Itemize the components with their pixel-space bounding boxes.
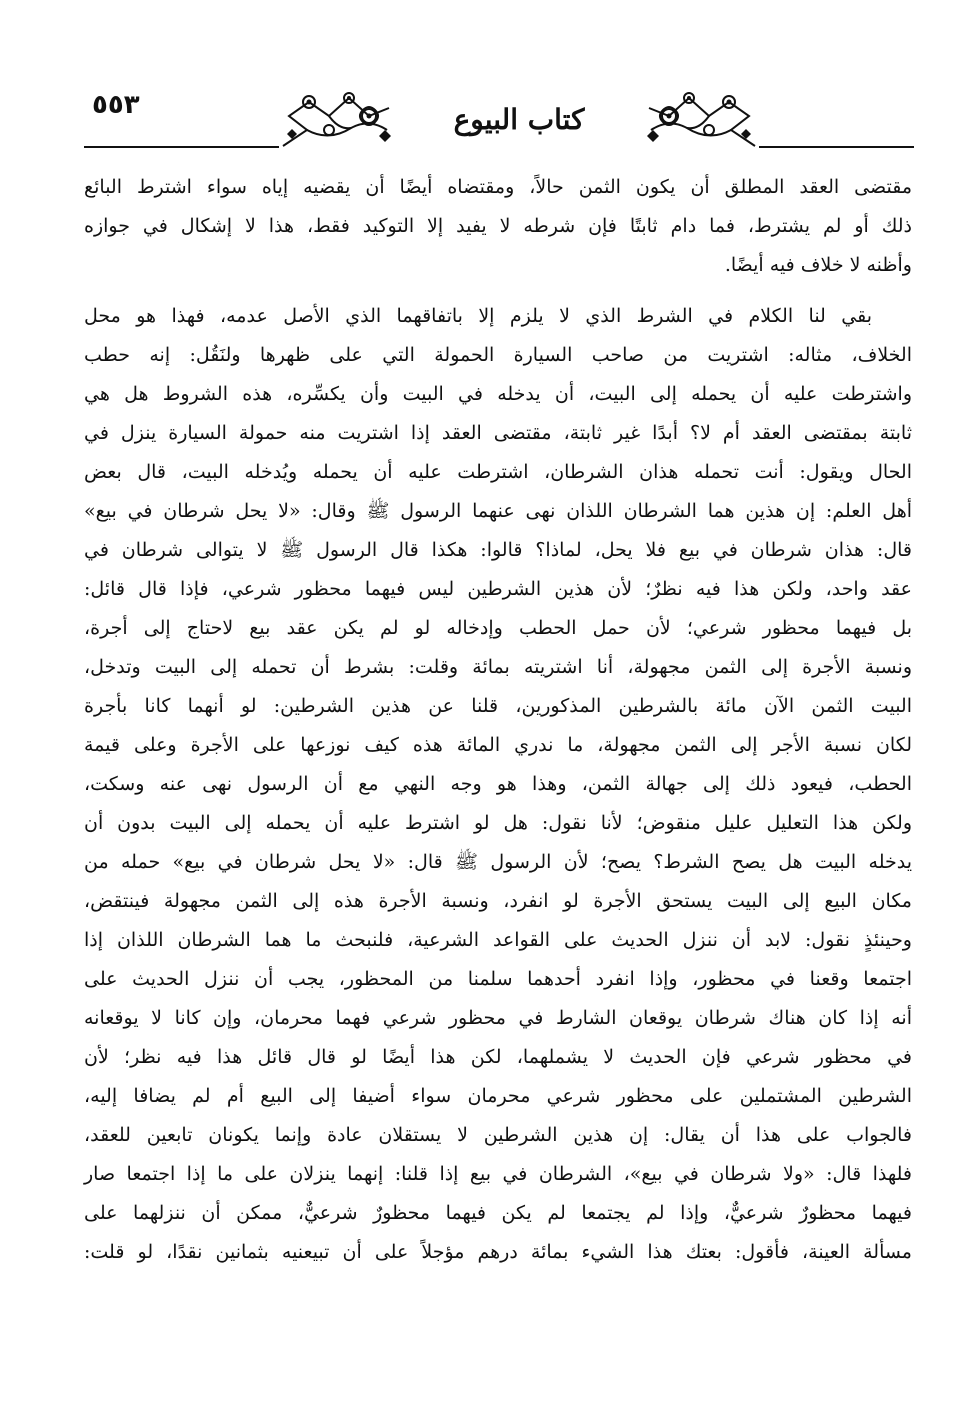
text-line: فلهذا قال: «ولا شرطان في بيع»، الشرطان في بيع إذا قلنا: إنهما ينزلان على ما إذا اجتمعا صار (84, 1163, 912, 1185)
text-line: في محظور شرعي فإن الحديث لا يشملهما، لكن هذا أيضًا لو قال قائل هذا فيه نظر؛ لأن (84, 1046, 912, 1068)
running-title: كتاب البيوع (453, 103, 585, 136)
text-line: يدخله البيت هل يصح الشرط؟ يصح؛ لأن الرسول ﷺ قال: «لا يحل شرطان في بيع» حمله من (84, 851, 912, 873)
page-header (84, 84, 914, 154)
text-line: وحينئذٍ نقول: لابد أن ننزل الحديث على القواعد الشرعية، فلنبحث ما هما الشرطان اللذان إذا (84, 929, 912, 951)
text-line: مسألة العينة، فأقول: بعتك هذا الشيء بمائة درهم مؤجلاً على أن تبيعنيه بثمانين نقدًا، لو قلت: (84, 1241, 912, 1263)
text-line: ونسبة الأجرة إلى الثمن مجهولة، أنا اشتريته بمائة وقلت: بشرط أن تحمله إلى البيت وتدخل، (84, 656, 912, 678)
text-line: فالجواب على هذا أن يقال: إن هذين الشرطين لا يستقلان عادة وإنما يكونان تابعين للعقد، (84, 1124, 912, 1146)
title-cartouche (279, 90, 759, 150)
page-number: ٥٥٣ (92, 90, 140, 120)
text-line: واشترطت عليه أن يحمله إلى البيت، أن يدخله في البيت وأن يكسِّره، هذه الشروط هل هي (84, 383, 912, 405)
body-text (84, 168, 912, 1272)
paragraph-gap (84, 285, 912, 297)
text-line: الشرطين المشتملين على محظور شرعي محرمان سواء أضيفا إلى البيع أم لم يضافا إليه، (84, 1085, 912, 1107)
text-line: فيهما محظورٌ شرعيٌّ، وإذا لم يجتمعا لم يكن فيهما محظورٌ شرعيٌّ، ممكن أن ننزلهما على (84, 1202, 912, 1224)
text-line: لكان نسبة الأجر إلى الثمن مجهولة، ما ندري المائة هذه كيف نوزعها على الأجرة وعلى قيمة (84, 734, 912, 756)
text-line: وأظنه لا خلاف فيه أيضًا. (724, 254, 912, 276)
text-line: الحطب، فيعود ذلك إلى جهالة الثمن، وهذا هو وجه النهي مع أن الرسول نهى عنه وسكت، (84, 773, 912, 795)
arabesque-ornament-right-icon (647, 90, 759, 150)
text-line: أنه إذا كان هناك شرطان يوقعان الشارط في محظور شرعي فهما محرمان، وإن كانا لا يوقعانه (84, 1007, 912, 1029)
text-line: قال: هذان شرطان في بيع فلا يحل، لماذا؟ قالوا: هكذا قال الرسول ﷺ لا يتوالى شرطان في (84, 539, 912, 561)
text-line: ثابتة بمقتضى العقد أم لا؟ أبدًا غير ثابتة، مقتضى العقد إذا اشتريت منه حمولة السيارة ينزل في (84, 422, 912, 444)
text-line: ولكن هذا التعليل عليل منقوض؛ لأنا نقول: هل لو اشترط عليه أن يحمله إلى البيت بدون أن (84, 812, 912, 834)
text-line: الخلاف، مثاله: اشتريت من صاحب السيارة الحمولة التي على ظهرها ولنَقُل: إنه حطب (84, 344, 912, 366)
text-line: اجتمعا وقعنا في محظور، وإذا انفرد أحدهما سلمنا من المحظور، يجب أن ننزل الحديث على (84, 968, 912, 990)
text-line: مقتضى العقد المطلق أن يكون الثمن حالاً، ومقتضاه أيضًا أن يقضيه إياه سواء اشترط البائع (84, 176, 912, 198)
text-line: بل فيهما محظور شرعي؛ لأن حمل الحطب وإدخاله لو لم يكن عقد بيع لاحتاج إلى أجرة، (84, 617, 912, 639)
text-line: الحال ويقول: أنت تحمله هذان الشرطان، اشترطت عليه أن يحمله ويُدخله البيت، قال بعض (84, 461, 912, 483)
text-line: بقي لنا الكلام في الشرط الذي لا يلزم إلا باتفاقهما الذي الأصل عدمه، فهذا هو محل (84, 305, 872, 327)
text-line: ذلك أو لم يشترط، فما دام ثابتًا فإن شرطه لا يفيد إلا التوكيد فقط، هذا لا إشكال في جوازه (84, 215, 912, 237)
text-line: البيت الثمن الآن مائة بالشرطين المذكورين، قلنا عن هذين الشرطين: لو أنهما كانا بأجرة (84, 695, 912, 717)
text-line: أهل العلم: إن هذين هما الشرطان اللذان نهى عنهما الرسول ﷺ وقال: «لا يحل شرطان في بيع» (84, 500, 912, 522)
text-line: عقد واحد، ولكن هذا فيه نظرٌ؛ لأن هذين الشرطين ليس فيهما محظور شرعي، فإذا قال قائل: (84, 578, 912, 600)
text-line: مكان البيع إلى البيت يستحق الأجرة لو انفرد، ونسبة الأجرة هذه إلى الثمن مجهولة فينتقض، (84, 890, 912, 912)
